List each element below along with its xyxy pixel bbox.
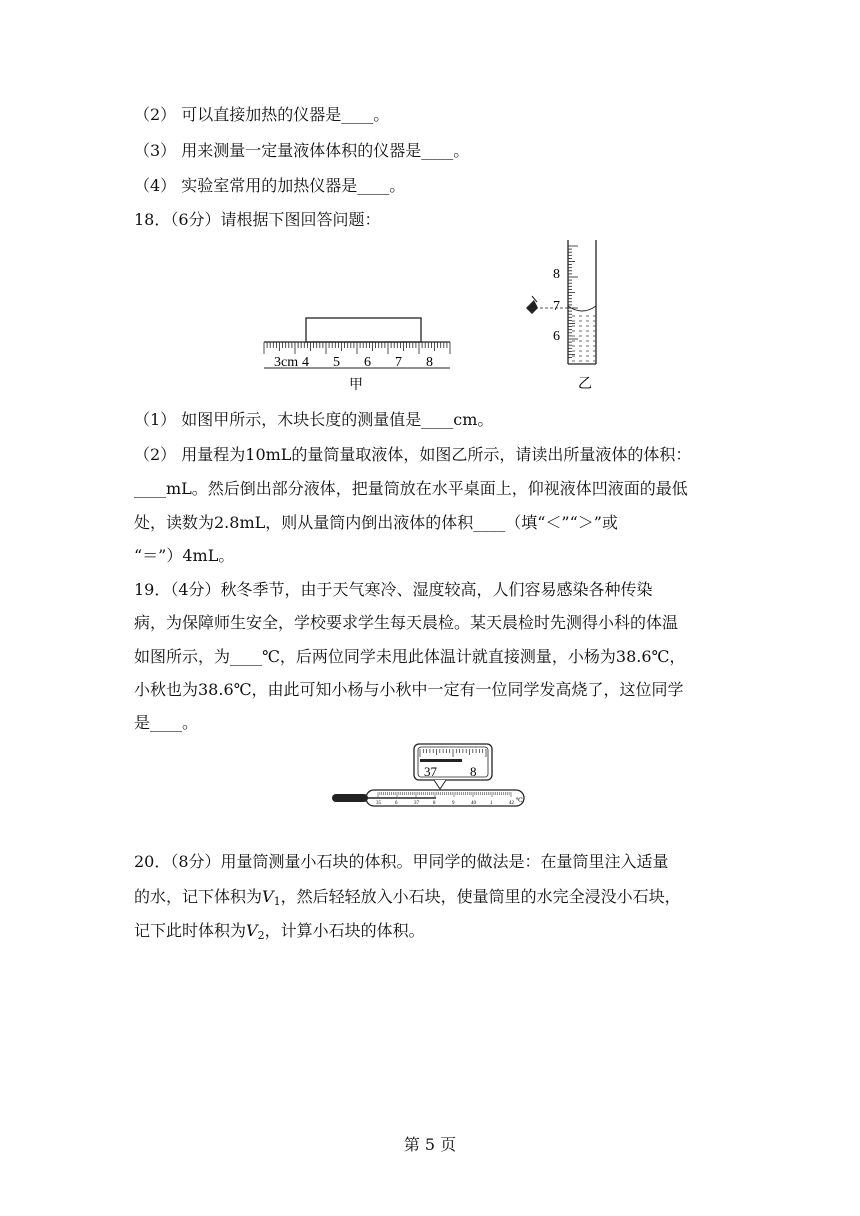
wood-block	[306, 318, 421, 342]
q20-line2	[134, 886, 681, 913]
thermo-scale-label: 35	[376, 801, 381, 806]
q18-part2-line2: ____mL。然后倒出部分液体，把量筒放在水平桌面上，仰视液体凹液面的最低	[134, 479, 688, 498]
zoom-mercury	[420, 759, 462, 762]
eye-icon	[526, 296, 538, 314]
q19-line4: 小秋也为38.6℃，由此可知小杨与小秋中一定有一位同学发高烧了，这位同学	[134, 680, 684, 699]
q19-line5: 是____。	[134, 713, 199, 732]
thermo-unit: ℃	[516, 798, 523, 804]
v1-subscript: 1	[273, 895, 281, 908]
ruler-label-4: 4	[302, 355, 309, 370]
q19-line1: 19．（4分）秋冬季节，由于天气寒冷、湿度较高，人们容易感染各种传染	[134, 580, 653, 599]
ruler-label-6: 6	[364, 355, 371, 370]
thermo-scale-label: 1	[490, 801, 493, 806]
q18-part1: （1） 如图甲所示，木块长度的测量值是____cm。	[134, 410, 494, 429]
thermo-scale-label: 37	[414, 801, 419, 806]
q19-line2: 病，为保障师生安全，学校要求学生每天晨检。某天晨检时先测得小科的体温	[134, 613, 679, 632]
zoom-label-8: 8	[470, 764, 477, 779]
q18-header: 18．（6分）请根据下图回答问题：	[134, 210, 381, 229]
thermometer-bulb	[332, 794, 368, 802]
figure-ruler-block	[262, 314, 462, 394]
thermo-scale-label: 8	[433, 801, 436, 806]
v2-symbol: V	[246, 921, 258, 940]
cylinder-label-6: 6	[553, 329, 560, 344]
thermo-scale-label: 6	[395, 801, 398, 806]
ruler-label-5: 5	[333, 355, 340, 370]
q20-line3-text-a: 记下此时体积为	[134, 921, 247, 940]
liquid-meniscus	[568, 306, 596, 311]
q17-part4: （4） 实验室常用的加热仪器是____。	[134, 176, 406, 195]
cylinder-label-7: 7	[553, 299, 560, 314]
q20-line2-text-b: ，然后轻轻放入小石块，使量筒里的水完全浸没小石块，	[280, 887, 681, 906]
q18-part2-line3: 处，读数为2.8mL，则从量筒内倒出液体的体积____（填“＜”“＞”或	[134, 513, 618, 532]
cylinder-label-8: 8	[553, 267, 560, 282]
thermo-scale-label: 42	[509, 801, 514, 806]
q17-part2: （2） 可以直接加热的仪器是____。	[134, 105, 390, 124]
v1-symbol: V	[262, 887, 274, 906]
q20-line2-text-a: 的水，记下体积为	[134, 887, 263, 906]
thermo-scale-label: 40	[471, 801, 476, 806]
page-footer: 第 5 页	[403, 1135, 457, 1154]
v2-subscript: 2	[257, 929, 265, 942]
caption-jia: 甲	[349, 378, 363, 393]
figure-thermometer	[330, 742, 530, 814]
q17-part3: （3） 用来测量一定量液体体积的仪器是____。	[134, 141, 470, 160]
q20-line1: 20．（8分）用量筒测量小石块的体积。甲同学的做法是：在量筒里注入适量	[134, 852, 669, 871]
figure-cylinder	[522, 236, 632, 396]
ruler-label-7: 7	[395, 355, 402, 370]
caption-yi: 乙	[578, 377, 592, 392]
zoom-label-37: 37	[424, 764, 437, 779]
ruler-label-3cm: 3cm	[274, 355, 299, 370]
ruler-label-8: 8	[426, 355, 433, 370]
q20-line3	[134, 920, 425, 947]
zoom-pointer	[434, 780, 446, 789]
q20-line3-text-b: ，计算小石块的体积。	[264, 921, 425, 940]
q18-part2-line4: “＝”）4mL。	[134, 546, 235, 565]
q18-part2-line1: （2） 用量程为10mL的量筒量取液体，如图乙所示，请读出所量液体的体积：	[134, 445, 692, 464]
q19-line3: 如图所示，为____℃，后两位同学未甩此体温计就直接测量，小杨为38.6℃，	[134, 647, 686, 666]
thermo-scale-label: 9	[452, 801, 455, 806]
